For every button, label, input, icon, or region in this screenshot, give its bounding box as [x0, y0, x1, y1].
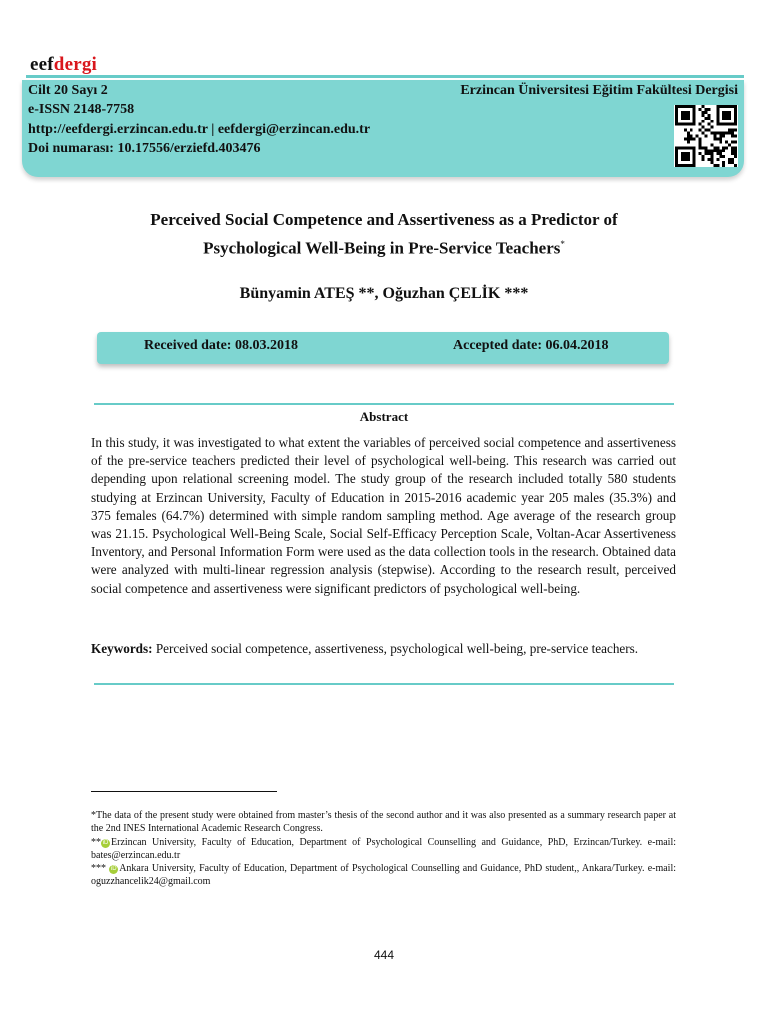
footnote-2	[91, 836, 676, 863]
journal-web-email[interactable]: http://eefdergi.erzincan.edu.tr | eefdergi@erzincan.edu.tr	[28, 122, 371, 137]
volume-issue: Cilt 20 Sayı 2	[28, 83, 108, 98]
footnote-3-mark: ***	[91, 863, 110, 875]
keywords	[91, 640, 676, 658]
page-number: 444	[373, 948, 395, 962]
logo-prefix: eef	[30, 54, 54, 75]
title-footnote-mark: *	[560, 239, 565, 249]
doi[interactable]: Doi numarası: 10.17556/erziefd.403476	[28, 141, 261, 156]
footnote-2-mark: **	[91, 836, 101, 848]
footnote-2-text: Erzincan University, Faculty of Education, Department of Psychological Counselling and Guidance, PhD, Erzincan/Turkey. e-mail: bates@erzincan.edu.tr	[91, 836, 676, 861]
accepted-date: Accepted date: 06.04.2018	[453, 338, 609, 353]
article-title	[60, 208, 708, 261]
journal-header	[22, 80, 744, 177]
issn: e-ISSN 2148-7758	[28, 102, 135, 117]
received-date: Received date: 08.03.2018	[144, 338, 298, 353]
orcid-icon[interactable]: iD	[102, 839, 109, 846]
abstract-top-rule	[94, 403, 674, 405]
footnotes	[91, 809, 676, 889]
keywords-label: Keywords:	[91, 641, 153, 656]
abstract-bottom-rule	[94, 683, 674, 685]
logo-suffix: dergi	[53, 54, 98, 75]
footnote-3	[91, 862, 676, 889]
keywords-text: Perceived social competence, assertiveness, psychological well-being, pre-service teachers.	[152, 641, 639, 656]
header-top-rule	[26, 75, 744, 78]
abstract-heading: Abstract	[359, 409, 409, 424]
abstract-text: In this study, it was investigated to what extent the variables of perceived social competence and assertiveness of the pre-service teachers predicted their level of psychological well-being. This research was carried out depending upon relational screening model. The study group of the research included totally 580 students studying at Erzincan University, Faculty of Education in 2015-2016 academic year 205 males (35.3%) and 375 females (64.7%) determined with simple random sampling method. Age average of the research group was 21.15. Psychological Well-Being Scale, Social Self-Efficacy Perception Scale, Voltan-Acar Assertiveness Inventory, and Personal Information Form were used as the data collection tools in the research. Obtained data were analyzed with multi-linear regression analysis (stepwise). According to the research result, perceived social competence and assertiveness were significant predictors of psychological well-being.	[91, 435, 676, 596]
title-line-1: Perceived Social Competence and Assertiveness as a Predictor of	[150, 210, 618, 229]
title-line-2: Psychological Well-Being in Pre-Service Teachers	[203, 238, 561, 258]
journal-logo	[30, 55, 97, 75]
footnote-rule	[91, 791, 277, 792]
authors: Bünyamin ATEŞ **, Oğuzhan ÇELİK ***	[239, 285, 529, 302]
orcid-icon[interactable]: iD	[110, 866, 117, 873]
qr-code-icon	[674, 105, 738, 167]
footnote-1: *The data of the present study were obtained from master’s thesis of the second author and it was also presented as a summary research paper at the 2nd INES International Academic Research Congress.	[91, 810, 676, 835]
journal-name: Erzincan Üniversitesi Eğitim Fakültesi Dergisi	[460, 83, 738, 98]
dates-box	[97, 332, 669, 364]
footnote-3-text: Ankara University, Faculty of Education, Department of Psychological Counselling and Guidance, PhD student,, Ankara/Turkey. e-mail: oguzzhancelik24@gmail.com	[91, 863, 677, 888]
